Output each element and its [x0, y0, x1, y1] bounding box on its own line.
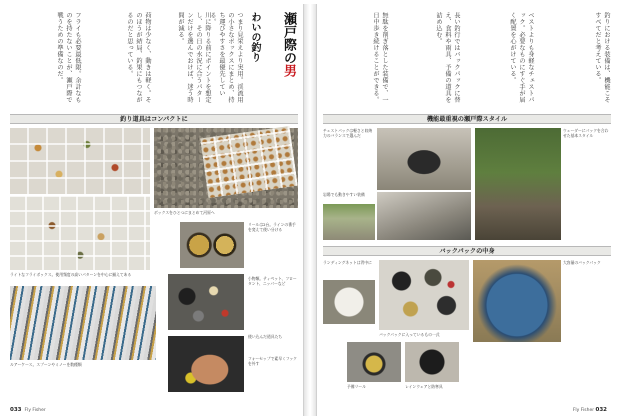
hand-caption: フォーセップで素早くフックを外す [248, 356, 297, 367]
small-gear-photo [168, 274, 244, 330]
vest-caption: チェストパックは軽さと収納力のバランスで選んだ [323, 128, 373, 139]
tool-caption: 使い込んだ道具たち [248, 334, 283, 339]
chest-pack-photo [377, 128, 471, 190]
small-gear-caption: 小物類。ティペット、フロータント、ニッパーなど [248, 276, 297, 287]
body-column-3: 荷物は少なく、動きは軽く。そのほうが結局、釣果にもつながるのだと思っている。 [126, 12, 151, 103]
reels-caption: リールは2台。ラインの番手を変えて使い分ける [248, 222, 296, 233]
backpack-caption: 大容量のバックパック [563, 260, 601, 265]
backpack-contents-caption: バックパックに入っているもの一式 [379, 332, 440, 337]
forest-photo [323, 204, 375, 240]
article-title-accent: 男 [281, 64, 296, 77]
section-heading-backpack: バックパックの中身 [323, 246, 611, 256]
spare-reel-photo [347, 342, 401, 382]
right-body-column-4: 無駄を削ぎ落とした装備で、一日中歩き続けることができる。 [372, 12, 388, 103]
lure-case-photo [10, 286, 156, 360]
right-body-column-2: ベストよりも身軽なチェストパック。必要なものにすぐ手が届く配置を心がけている。 [509, 12, 534, 103]
backpack-contents-photo [379, 260, 469, 330]
article-subtitle [248, 12, 260, 62]
backpack-photo [473, 260, 561, 342]
right-folio-text: Fly Fisher [572, 408, 595, 413]
right-body-column-3: 長い釣行ではバックパックに替え、食料や雨具、予備の道具を詰め込む。 [435, 12, 460, 103]
body-column-1: つまり見栄えより実用。渓流用の小さなボックスにまとめ、持ち運びやすさを最優先している。 [209, 12, 243, 103]
rock-caption: 岩場でも動きやすい装備 [323, 192, 365, 197]
right-folio [573, 407, 610, 413]
body-column-2: 川に降りる前にポイントを想定し、その日の水況に合うパターンだけを選んでおけば、迷う時間が減る。 [177, 12, 211, 103]
fly-box-photo-2 [10, 196, 150, 270]
article-title-main: 瀬戸際の [281, 12, 296, 64]
fly-box-caption: ライトなフライボックス。使用頻度の高いパターンを中心に揃えてある [10, 272, 132, 277]
rainwear-caption: レインウェアと防寒具 [405, 384, 443, 389]
gravel-fly-box [200, 126, 297, 198]
body-column-4: フライも必要最低限。余計なものを持たないことが、瀬戸際で戦うための準備なのだ。 [56, 12, 81, 103]
hand-photo [168, 336, 244, 392]
section-heading: 釣り道具はコンパクトに [10, 114, 298, 124]
rock-photo [377, 192, 471, 240]
left-page-number: 033 [10, 407, 22, 413]
lure-case-caption: ルアーケース。スプーンやミノーを数種類 [10, 362, 82, 367]
spare-reel-caption: 予備リール [347, 384, 366, 389]
right-body-column-1: 釣りにおける装備は、機能こそすべてだと考えている。 [594, 12, 610, 103]
right-page-number: 032 [595, 407, 607, 413]
angler-forest-photo [475, 128, 561, 240]
article-title [281, 12, 295, 77]
left-page [4, 4, 304, 416]
left-folio-text: Fly Fisher [24, 408, 46, 413]
right-page [316, 4, 616, 416]
angler-caption: ウェーダーにパックを合わせた基本スタイル [563, 128, 609, 139]
fly-box-photo [10, 128, 150, 194]
article-subtitle-text: わいの釣り [249, 12, 260, 62]
gutter [304, 4, 316, 416]
section-heading-style: 機能最重視の瀬戸際スタイル [323, 114, 611, 124]
white-gear-caption: ランディングネットは背中に [323, 260, 372, 265]
reels-photo [180, 222, 244, 268]
rainwear-photo [405, 342, 459, 382]
gravel-caption: ボックスをひとつにまとめて河原へ [154, 210, 215, 215]
magazine-spread [4, 4, 616, 416]
net-photo [323, 280, 375, 324]
left-folio [10, 407, 46, 413]
